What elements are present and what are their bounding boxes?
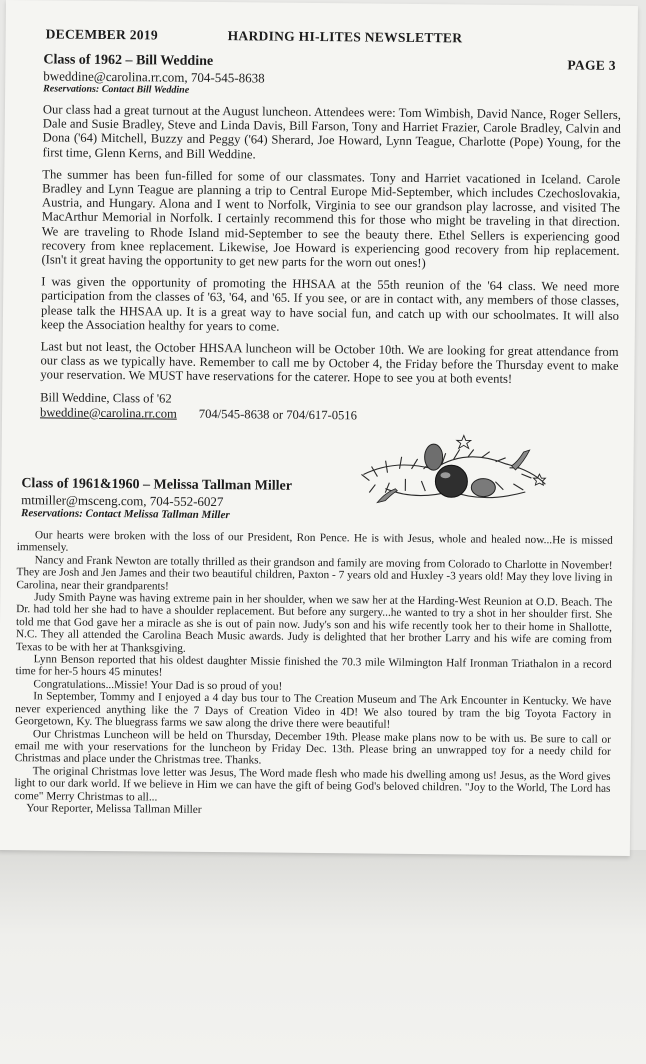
section-title: Class of 1961&1960 – Melissa Tallman Miller [21, 476, 293, 494]
paragraph: Nancy and Frank Newton are totally thrilled as their grandson and family are moving from Colorado to Charlotte in November! They are Josh and Jen James and their two beautiful children, Paxton - 7 years old and Huxley -3 years old! May they love living in Carolina, near their grandparents! [16, 554, 613, 593]
paragraph: Last but not least, the October HHSAA luncheon will be October 10th. We are looking for great attendance from our class as we typically have. Remember to call me by October 4, the Friday before the Thursday event to make your reservation. We MUST have reservations for the caterer. Hope to see you at both events! [40, 339, 619, 387]
horn-icon [512, 450, 530, 470]
paragraph: Our Christmas Luncheon will be held on Thursday, December 19th. Please make plans now to be with us. Be sure to call or email me with your reservations for the luncheon by Friday Dec. 13th. Please bring an unwrapped toy for a needy child for Christmas and place under the Christmas tree. Thanks. [14, 727, 611, 767]
paragraph: Lynn Benson reported that his oldest daughter Missie finished the 70.3 mile Wilmington Half Ironman Triathalon in a record time for her-5 hours 45 minutes! [15, 653, 612, 680]
page-background [0, 850, 646, 1064]
paragraph: Congratulations...Missie! Your Dad is so proud of you! [33, 678, 283, 693]
newsletter-title: HARDING HI-LITES NEWSLETTER [227, 28, 463, 46]
pine-cone-icon [425, 444, 443, 470]
star-icon [457, 435, 471, 448]
paragraph: Our hearts were broken with the loss of our President, Ron Pence. He is with Jesus, whole and healed now...He is missed immensely. [16, 529, 613, 555]
signature-name: Bill Weddine, Class of '62 [40, 390, 172, 406]
paragraph: Judy Smith Payne was having extreme pain in her shoulder, when we saw her at the Harding-West Reunion at O.D. Beach. The Dr. had told her she had to have a shoulder replacement. But before any surgery...he wanted to try a shot in her shoulder first. She told me that God gave her a miracle as she is out of pain now. Judy's son and his wife recently took her to their home in Shallotte, N.C. They all attended the Carolina Beach Music awards. Judy is delighted that her brother Larry and his wife are coming from Texas to be with her at Thanksgiving. [15, 591, 613, 655]
page-number: PAGE 3 [567, 57, 616, 73]
paragraph: In September, Tommy and I enjoyed a 4 day bus tour to The Creation Museum and The Ark Encounter in Kentucky. We have never experienced anything like the 7 Days of Creation Video in 4D! We also toured by tram the big Toyota Factory in Georgetown, Ky. The bluegrass farms we saw along the drive there were beautiful! [15, 690, 612, 731]
section-title: Class of 1962 – Bill Weddine [43, 52, 214, 69]
reservations-line: Reservations: Contact Melissa Tallman Miller [21, 507, 230, 522]
paragraph: The original Christmas love letter was Jesus, The Word made flesh who made his dwelling among us! Jesus, as the Word gives light to our dark world. If we believe in Him we can have the gift of being God's beloved children. "Joy to the World, The Lord has come" Merry Christmas to all... [14, 765, 611, 804]
paragraph: The summer has been fun-filled for some of our classmates. Tony and Harriet vacationed in Iceland. Carole Bradley and Lynn Teague are planning a trip to Central Europe Mid-September, which includes Czechoslovakia, Austria, and Hungary. Alona and I went to Norfolk, Virginia to see our grandson play lacrosse, and visited The MacArthur Memorial in Norfolk. I certainly recommend this for those who might be traveling in that direction. We are traveling to Rhode Island mid-September to see the beauty there. Ethel Sellers is experiencing good recovery from knee replacement. Likewise, Joe Howard is experiencing good recovery from hip replacement. (Isn't it great having the opportunity to get new parts for the worn out ones!) [41, 167, 621, 271]
issue-date: DECEMBER 2019 [45, 26, 159, 43]
paragraph: Our class had a great turnout at the August luncheon. Attendees were: Tom Wimbish, David Nance, Roger Sellers, Dale and Susie Bradley, Steve and Linda Davis, Bill Farson, Tony and Harriet Frazier, Carole Bradley, Calvin and Dona ('64) Mitchell, Buzzy and Peggy ('64) Sherard, Joe Howard, Lynn Teague, Charlotte (Pope) Young, for the first time, Glenn Kerns, and Bill Weddine. [42, 102, 621, 162]
reservations-line: Reservations: Contact Bill Weddine [43, 83, 190, 96]
reporter-signature: Your Reporter, Melissa Tallman Miller [26, 802, 202, 816]
contact-line: mtmiller@msceng.com, 704-552-6027 [21, 492, 224, 510]
class-1962-section [40, 52, 622, 425]
contact-line: bweddine@carolina.rr.com, 704-545-8638 [43, 68, 265, 86]
class-1961-1960-section [14, 476, 613, 820]
signature-email-link[interactable]: bweddine@carolina.rr.com [39, 405, 177, 421]
signature-phones: 704/545-8638 or 704/617-0516 [198, 406, 358, 423]
paragraph: I was given the opportunity of promoting the HHSAA at the 55th reunion of the '64 class. We need more participation from the classes of '63, '64, and '65. If you see, or are in contact with, any members of those classes, please talk the HHSAA up. It is a great way to have social fun, and catch up with our schoolmates. It will also keep the Association healthy for years to come. [40, 274, 620, 334]
